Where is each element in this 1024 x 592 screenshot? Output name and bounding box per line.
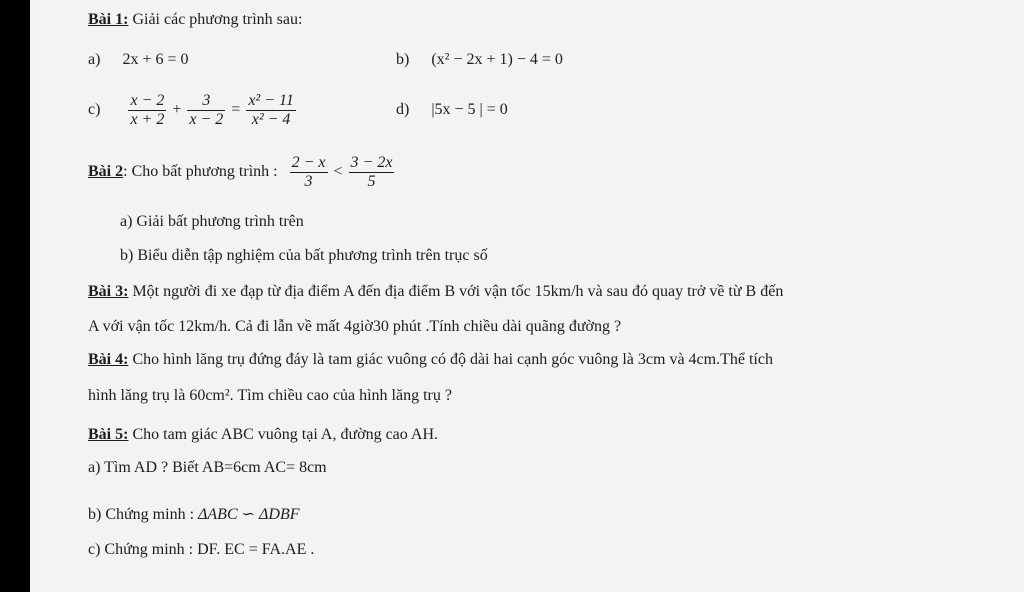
bai1-c-frac2: $\frac{3}{x - 2}$: [189, 91, 224, 128]
bai1-c: [88, 88, 298, 132]
bai5-title: Bài 5:: [88, 426, 129, 443]
bai1-b-expr: (x² − 2x + 1) − 4 = 0: [431, 51, 563, 68]
bai4-volume: 60cm²: [189, 387, 230, 404]
bai5-b-expr: ΔABC ∽ ΔDBF: [198, 506, 300, 523]
bai5-heading: [88, 425, 438, 445]
bai1-a-expr: 2x + 6 = 0: [122, 51, 189, 68]
bai1-title: Bài 1:: [88, 11, 129, 28]
bai1-c-frac3: $\frac{\text{x² − 11}}{\text{x² − 4}}$: [248, 91, 294, 128]
bai2-title: Bài 2: [88, 163, 124, 180]
bai1-c-plus: +: [172, 101, 182, 118]
bai5-a: a) Tìm AD ? Biết AB=6cm AC= 8cm: [88, 459, 327, 476]
bai3-line1: [88, 282, 783, 302]
bai4-title: Bài 4:: [88, 351, 129, 368]
bai5-text: Cho tam giác ABC vuông tại A, đường cao AH.: [128, 426, 439, 443]
bai4-text1: Cho hình lăng trụ đứng đáy là tam giác vuông có độ dài hai cạnh góc vuông là 3cm và 4cm.Thể tích: [128, 351, 773, 368]
bai4-line2: hình lăng trụ là 60cm². Tìm chiều cao của hình lăng trụ ?: [88, 387, 452, 404]
bai3-title: Bài 3:: [88, 283, 129, 300]
bai1-a-label: a): [88, 51, 101, 68]
bai5-b: b) Chứng minh : ΔABC ∽ ΔDBF: [88, 506, 300, 523]
bai2-heading: [88, 150, 396, 194]
bai1-b: [396, 50, 563, 70]
bai3-line2: A với vận tốc 12km/h. Cả đi lẫn về mất 4giờ30 phút .Tính chiều dài quãng đường ?: [88, 318, 622, 335]
bai2-frac2: $\frac{3 - 2x}{5}$: [350, 153, 393, 190]
bai1-d-label: d): [396, 101, 410, 118]
bai1-a: [88, 50, 188, 70]
bai2-lt: <: [333, 163, 343, 180]
bai1-c-eq: =: [231, 101, 241, 118]
bai2-b: b) Biểu diễn tập nghiệm của bất phương trình trên trục số: [120, 247, 488, 264]
bai1-heading: [88, 10, 302, 30]
worksheet-page: [30, 0, 1024, 592]
bai1-c-frac1: $\frac{x - 2}{x + 2}$: [130, 91, 165, 128]
bai1-d: [396, 100, 508, 120]
bai2-text: : Cho bất phương trình :: [123, 163, 278, 180]
bai3-text1: Một người đi xe đạp từ địa điểm A đến địa điểm B với vận tốc 15km/h và sau đó quay trở về từ B đến: [128, 283, 784, 300]
bai2-a: a) Giải bất phương trình trên: [120, 213, 304, 230]
bai1-d-expr: |5x − 5 | = 0: [431, 101, 508, 118]
bai5-c: c) Chứng minh : DF. EC = FA.AE .: [88, 541, 315, 558]
bai2-frac1: $\frac{2 - x}{3}$: [291, 153, 326, 190]
bai1-text: Giải các phương trình sau:: [128, 11, 303, 28]
bai1-c-label: c): [88, 101, 101, 118]
bai1-b-label: b): [396, 51, 410, 68]
bai4-line1: [88, 350, 773, 370]
